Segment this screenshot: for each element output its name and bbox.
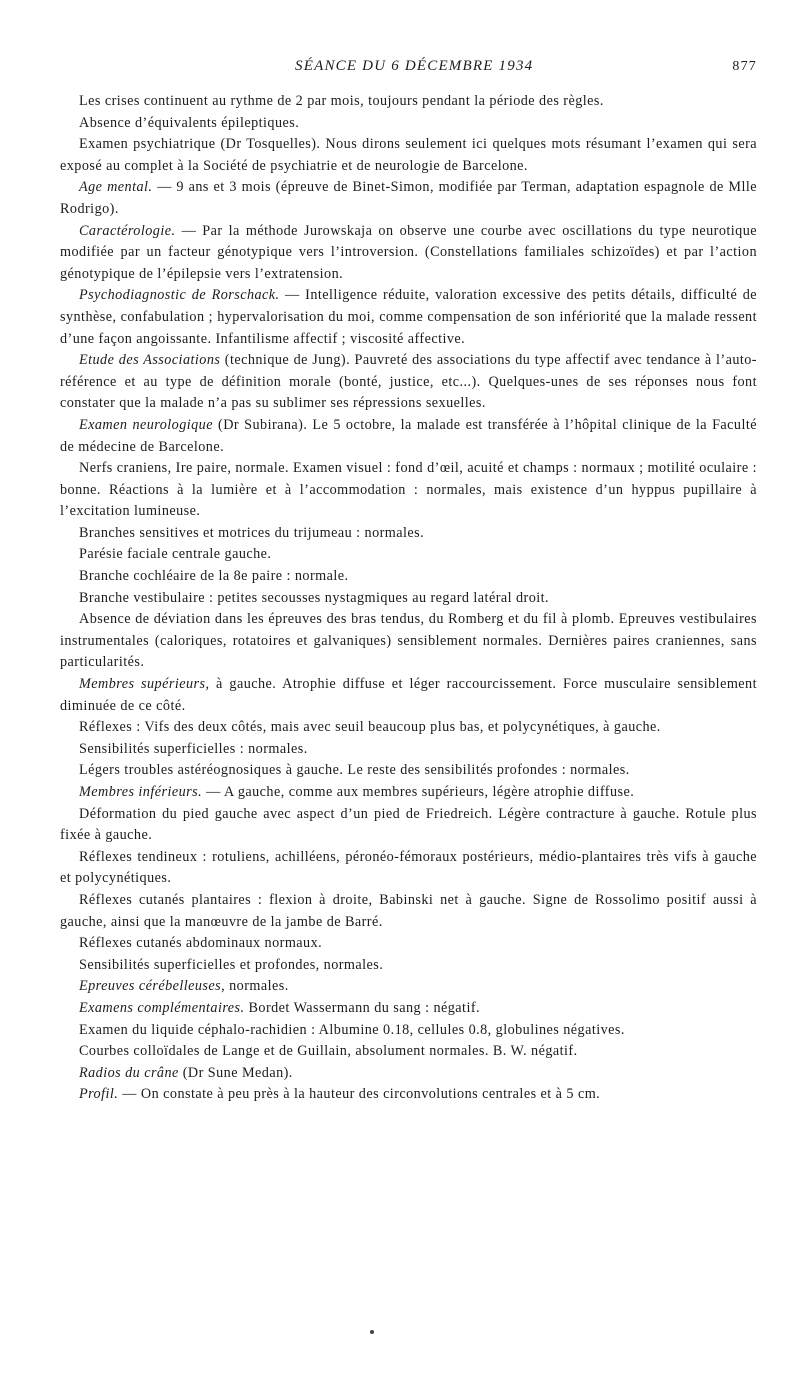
paragraph-text: Branche cochléaire de la 8e paire : normale. xyxy=(79,568,349,585)
header-title: SÉANCE DU 6 DÉCEMBRE 1934 xyxy=(295,58,534,74)
paragraph xyxy=(60,588,757,610)
paragraph xyxy=(60,113,757,135)
document-page xyxy=(60,58,757,1106)
paragraph-text: Courbes colloïdales de Lange et de Guillain, absolument normales. B. W. négatif. xyxy=(79,1043,578,1060)
paragraph-text: Réflexes : Vifs des deux côtés, mais avec seuil beaucoup plus bas, et polycynétiques, à gauche. xyxy=(79,719,661,736)
paragraph-text: à gauche. Atrophie diffuse et léger raccourcissement. Force musculaire sensiblement diminuée de ce côté. xyxy=(60,676,757,714)
paragraph-lead: Examens complémentaires. xyxy=(79,999,245,1016)
paragraph xyxy=(60,221,757,286)
paragraph-text: (Dr Subirana). Le 5 octobre, la malade est transférée à l’hôpital clinique de la Faculté de médecine de Barcelone. xyxy=(60,416,757,455)
paragraph xyxy=(60,847,757,890)
paragraph-text: Branche vestibulaire : petites secousses nystagmiques au regard latéral droit. xyxy=(79,589,550,606)
paragraph xyxy=(60,350,757,415)
paragraph-text: normales. xyxy=(225,978,289,995)
paragraph-text: — A gauche, comme aux membres supérieurs, légère atrophie diffuse. xyxy=(202,784,635,800)
paragraph-text: Déformation du pied gauche avec aspect d’un pied de Friedreich. Légère contracture à gauche. Rotule plus fixée à gauche. xyxy=(60,805,757,844)
paragraph-text: Bordet Wassermann du sang : négatif. xyxy=(244,999,481,1016)
paragraph xyxy=(60,717,757,739)
paragraph-text: — Par la méthode Jurowskaja on observe une courbe avec oscillations du type neurotique modifiée par un facteur génotypique vers l’introversion. (Constellations familiales schizoïdes) et par l’action génotypique de l’épilepsie vers l’extratension. xyxy=(60,222,757,282)
paragraph xyxy=(60,976,757,998)
paragraph-text: Les crises continuent au rythme de 2 par mois, toujours pendant la période des règles. xyxy=(79,93,604,109)
running-header xyxy=(60,58,757,75)
paragraph xyxy=(60,523,757,545)
paragraph xyxy=(60,890,757,933)
paragraph xyxy=(60,91,757,113)
paragraph xyxy=(60,134,757,177)
paragraph xyxy=(60,760,757,782)
paragraph-lead: Epreuves cérébelleuses, xyxy=(79,978,226,995)
paragraph-text: Examen psychiatrique (Dr Tosquelles). Nous dirons seulement ici quelques mots résumant l’examen qui sera exposé au complet à la Société de psychiatrie et de neurologie de Barcelone. xyxy=(60,136,757,174)
paragraph-text: Légers troubles astéréognosiques à gauche. Le reste des sensibilités profondes : normales. xyxy=(79,762,630,779)
paragraph-lead: Profil. xyxy=(79,1086,119,1103)
paragraph-lead: Radios du crâne xyxy=(79,1064,179,1081)
paragraph xyxy=(60,933,757,955)
paragraph-lead: Caractérologie. xyxy=(79,222,176,239)
body-text xyxy=(60,91,757,1106)
paragraph-lead: Age mental. xyxy=(79,179,153,196)
paragraph-text: Sensibilités superficielles : normales. xyxy=(79,740,308,757)
paragraph xyxy=(60,739,757,761)
paragraph-text: Parésie faciale centrale gauche. xyxy=(79,546,272,563)
paragraph-text: — Intelligence réduite, valoration excessive des petits détails, difficulté de synthèse, confabulation ; hypervalorisation du moi, comme compensation de son infériorité que la malade ressent d’une façon angoissante. Infantilisme affectif ; viscosité affective. xyxy=(60,287,757,347)
paragraph xyxy=(60,1063,757,1085)
page-number: 877 xyxy=(732,59,757,74)
paragraph-lead: Etude des Associations xyxy=(79,352,221,369)
paragraph xyxy=(60,566,757,588)
paragraph-text: Examen du liquide céphalo-rachidien : Albumine 0.18, cellules 0.8, globulines négatives. xyxy=(79,1021,625,1038)
paragraph-text: Sensibilités superficielles et profondes, normales. xyxy=(79,956,384,973)
paragraph-lead: Membres supérieurs, xyxy=(79,676,210,693)
paragraph xyxy=(60,1020,757,1042)
paragraph-text: Branches sensitives et motrices du trijumeau : normales. xyxy=(79,524,425,541)
paragraph xyxy=(60,674,757,717)
paragraph xyxy=(60,998,757,1020)
paragraph-text: (Dr Sune Medan). xyxy=(178,1064,293,1081)
paragraph xyxy=(60,1041,757,1063)
paragraph xyxy=(60,415,757,458)
paragraph xyxy=(60,782,757,804)
paragraph xyxy=(60,544,757,566)
paragraph-text: Réflexes tendineux : rotuliens, achilléens, péronéo-fémoraux postérieurs, médio-plantaires très vifs à gauche et polycynétiques. xyxy=(60,848,757,887)
paragraph-text: (technique de Jung). Pauvreté des associations du type affectif avec tendance à l’auto-référence et au type de définition morale (bonté, justice, etc...). Quelques-unes de ses réponses nous font constater que la malade n’a pas su sublimer ses répressions sexuelles. xyxy=(60,352,757,412)
paragraph xyxy=(60,458,757,523)
paragraph-text: — On constate à peu près à la hauteur des circonvolutions centrales et à 5 cm. xyxy=(118,1086,601,1103)
paragraph-lead: Examen neurologique xyxy=(79,416,213,433)
paragraph-text: Absence d’équivalents épileptiques. xyxy=(79,114,300,131)
paragraph xyxy=(60,804,757,847)
paragraph-text: Réflexes cutanés plantaires : flexion à droite, Babinski net à gauche. Signe de Rossolimo positif aussi à gauche, ainsi que la manœuvre de la jambe de Barré. xyxy=(60,891,757,930)
paragraph xyxy=(60,609,757,674)
paragraph-text: Nerfs craniens, Ire paire, normale. Examen visuel : fond d’œil, acuité et champs : normaux ; motilité oculaire : bonne. Réactions à la lumière et à l’accommodation : normales, mais existence d’un hyppus pupillaire à l’excitation lumineuse. xyxy=(60,460,757,520)
print-mark xyxy=(370,1330,374,1334)
paragraph-text: Absence de déviation dans les épreuves des bras tendus, du Romberg et du fil à plomb. Epreuves vestibulaires instrumentales (caloriques, rotatoires et galvaniques) sensiblement normales. Dernières paires craniennes, sans particularités. xyxy=(60,611,757,671)
paragraph-lead: Psychodiagnostic de Rorschack. xyxy=(79,287,280,304)
paragraph xyxy=(60,177,757,220)
paragraph-text: — 9 ans et 3 mois (épreuve de Binet-Simon, modifiée par Terman, adaptation espagnole de Mlle Rodrigo). xyxy=(60,179,757,217)
paragraph-lead: Membres inférieurs. xyxy=(79,784,203,800)
paragraph xyxy=(60,1084,757,1106)
paragraph-text: Réflexes cutanés abdominaux normaux. xyxy=(79,935,323,952)
paragraph xyxy=(60,285,757,350)
paragraph xyxy=(60,955,757,977)
